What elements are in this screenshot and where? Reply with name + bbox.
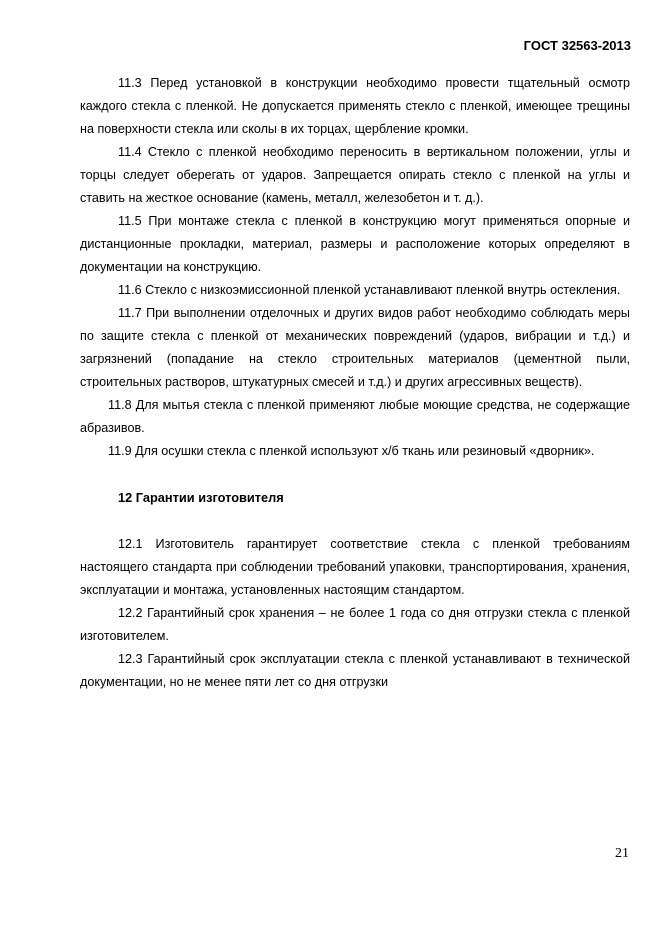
paragraph-11-8: 11.8 Для мытья стекла с пленкой применяют любые моющие средства, не содержащие абразивов. bbox=[80, 398, 630, 435]
page-content bbox=[80, 72, 630, 694]
paragraph-11-4: 11.4 Стекло с пленкой необходимо переносить в вертикальном положении, углы и торцы следует оберегать от ударов. Запрещается опирать стекло с пленкой на углы и ставить на жесткое основание (камень, металл, железобетон и т. д.). bbox=[80, 145, 630, 205]
page-number: 21 bbox=[615, 846, 629, 861]
paragraph-11-5: 11.5 При монтаже стекла с пленкой в конструкцию могут применяться опорные и дистанционные прокладки, материал, размеры и расположение которых определяют в документации на конструкцию. bbox=[80, 214, 630, 274]
paragraph-11-3: 11.3 Перед установкой в конструкции необходимо провести тщательный осмотр каждого стекла с пленкой. Не допускается применять стекло с пленкой, имеющее трещины на поверхности стекла или сколы в их торцах, щербление кромки. bbox=[80, 76, 630, 136]
paragraph-11-6: 11.6 Стекло с низкоэмиссионной пленкой устанавливают пленкой внутрь остекления. bbox=[118, 283, 621, 297]
section-heading: 12 Гарантии изготовителя bbox=[118, 490, 284, 505]
paragraph-11-9: 11.9 Для осушки стекла с пленкой используют х/б ткань или резиновый «дворник». bbox=[108, 444, 595, 458]
paragraph-12-3: 12.3 Гарантийный срок эксплуатации стекла с пленкой устанавливают в технической документации, но не менее пяти лет со дня отгрузки bbox=[80, 652, 630, 689]
paragraph-12-2: 12.2 Гарантийный срок хранения – не более 1 года со дня отгрузки стекла с пленкой изготовителем. bbox=[80, 606, 630, 643]
document-code: ГОСТ 32563-2013 bbox=[523, 38, 631, 53]
paragraph-11-7: 11.7 При выполнении отделочных и других видов работ необходимо соблюдать меры по защите стекла с пленкой от механических повреждений (ударов, вибрации и т.д.) и загрязнений (попадание на стекло строительных материалов (цементной пыли, строительных растворов, штукатурных смесей и т.д.) и других агрессивных веществ). bbox=[80, 306, 630, 389]
paragraph-12-1: 12.1 Изготовитель гарантирует соответствие стекла с пленкой требованиям настоящего стандарта при соблюдении требований упаковки, транспортирования, хранения, эксплуатации и монтажа, установленных настоящим стандартом. bbox=[80, 537, 630, 597]
